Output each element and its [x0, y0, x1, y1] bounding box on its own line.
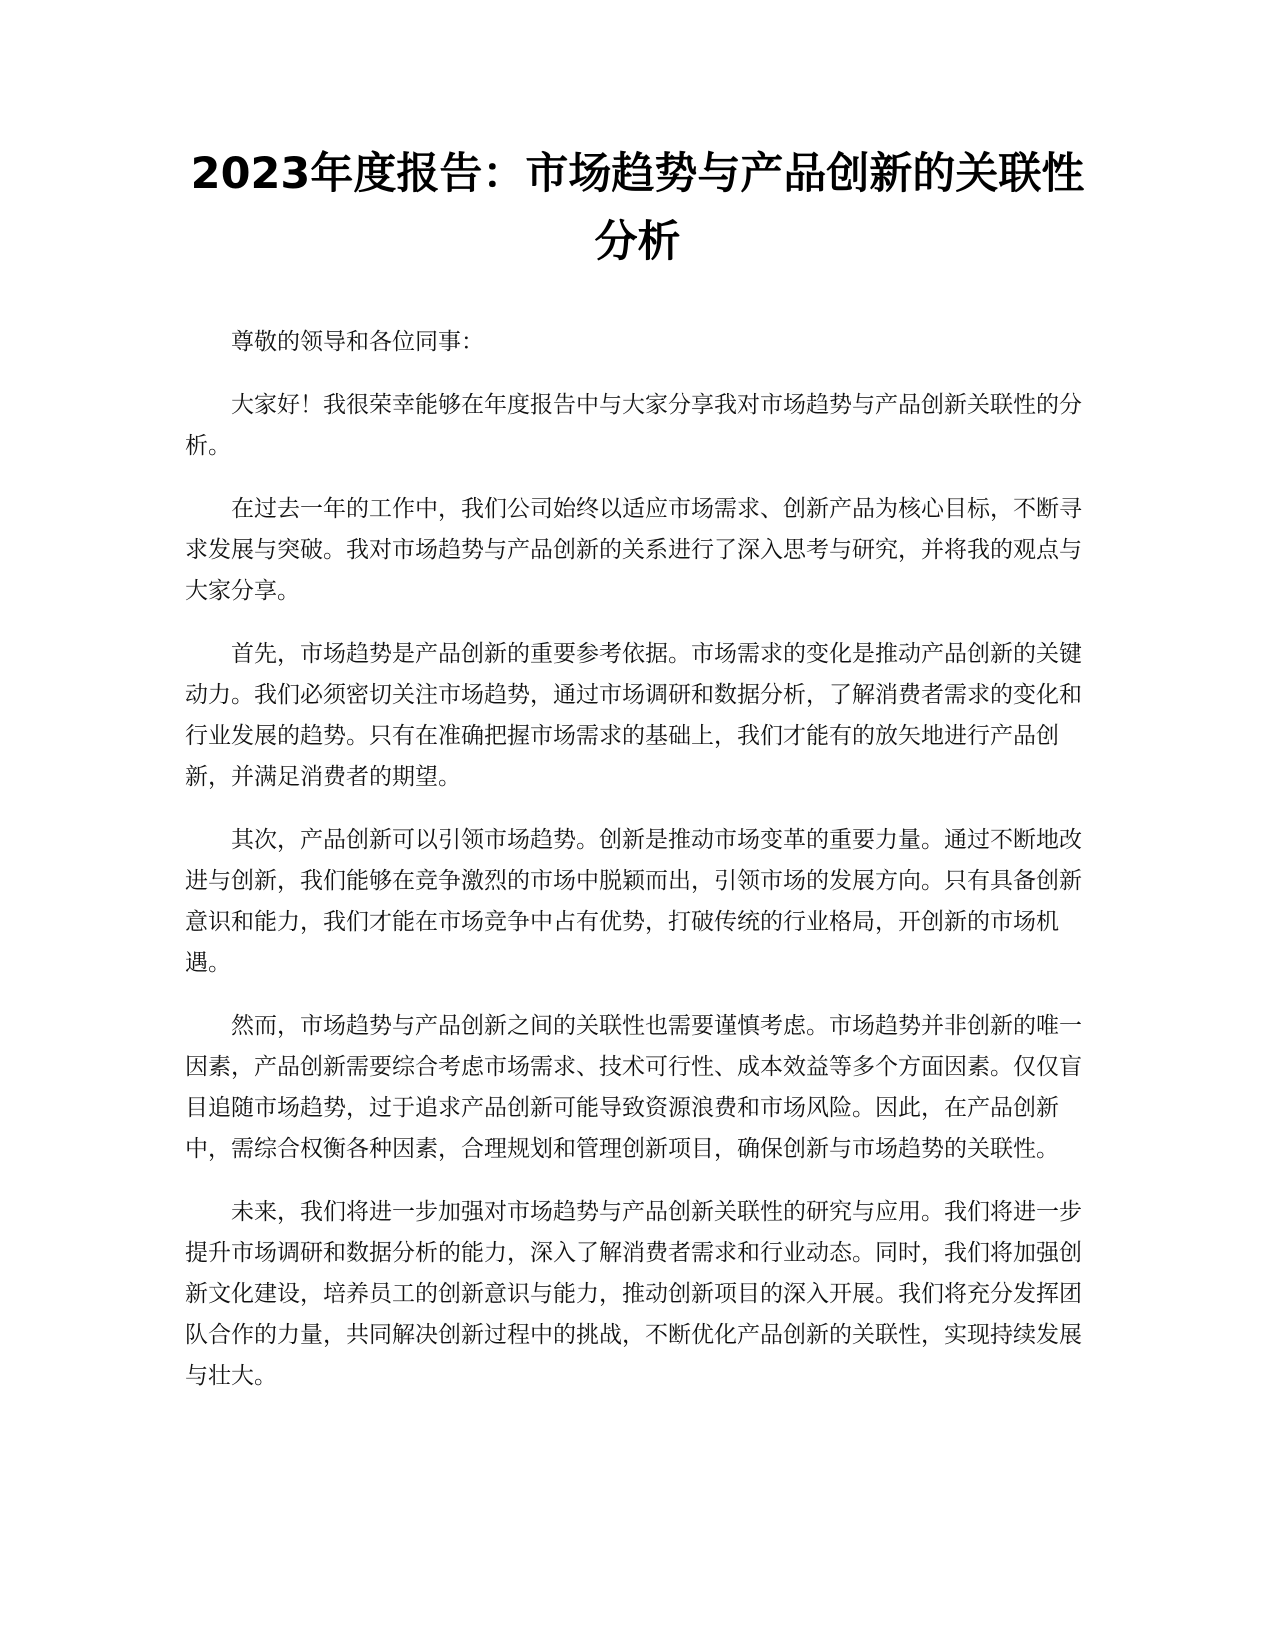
document-body [185, 322, 1090, 1419]
body-paragraph: 未来，我们将进一步加强对市场趋势与产品创新关联性的研究与应用。我们将进一步提升市场调研和数据分析的能力，深入了解消费者需求和行业动态。同时，我们将加强创新文化建设，培养员工的创新意识与能力，推动创新项目的深入开展。我们将充分发挥团队合作的力量，共同解决创新过程中的挑战，不断优化产品创新的关联性，实现持续发展与壮大。 [185, 1199, 1082, 1389]
body-paragraph: 然而，市场趋势与产品创新之间的关联性也需要谨慎考虑。市场趋势并非创新的唯一因素，产品创新需要综合考虑市场需求、技术可行性、成本效益等多个方面因素。仅仅盲目追随市场趋势，过于追求产品创新可能导致资源浪费和市场风险。因此，在产品创新中，需综合权衡各种因素，合理规划和管理创新项目，确保创新与市场趋势的关联性。 [185, 1013, 1082, 1162]
greeting-paragraph: 大家好！我很荣幸能够在年度报告中与大家分享我对市场趋势与产品创新关联性的分析。 [185, 392, 1082, 459]
salutation-paragraph: 尊敬的领导和各位同事： [231, 329, 484, 355]
document-title: 2023年度报告：市场趋势与产品创新的关联性分析 [190, 149, 1085, 267]
body-paragraph: 首先，市场趋势是产品创新的重要参考依据。市场需求的变化是推动产品创新的关键动力。我们必须密切关注市场趋势，通过市场调研和数据分析，了解消费者需求的变化和行业发展的趋势。只有在准确把握市场需求的基础上，我们才能有的放矢地进行产品创新，并满足消费者的期望。 [185, 641, 1082, 790]
body-paragraph: 在过去一年的工作中，我们公司始终以适应市场需求、创新产品为核心目标，不断寻求发展与突破。我对市场趋势与产品创新的关系进行了深入思考与研究，并将我的观点与大家分享。 [185, 496, 1082, 604]
body-paragraph: 其次，产品创新可以引领市场趋势。创新是推动市场变革的重要力量。通过不断地改进与创新，我们能够在竞争激烈的市场中脱颖而出，引领市场的发展方向。只有具备创新意识和能力，我们才能在市场竞争中占有优势，打破传统的行业格局，开创新的市场机遇。 [185, 827, 1082, 976]
